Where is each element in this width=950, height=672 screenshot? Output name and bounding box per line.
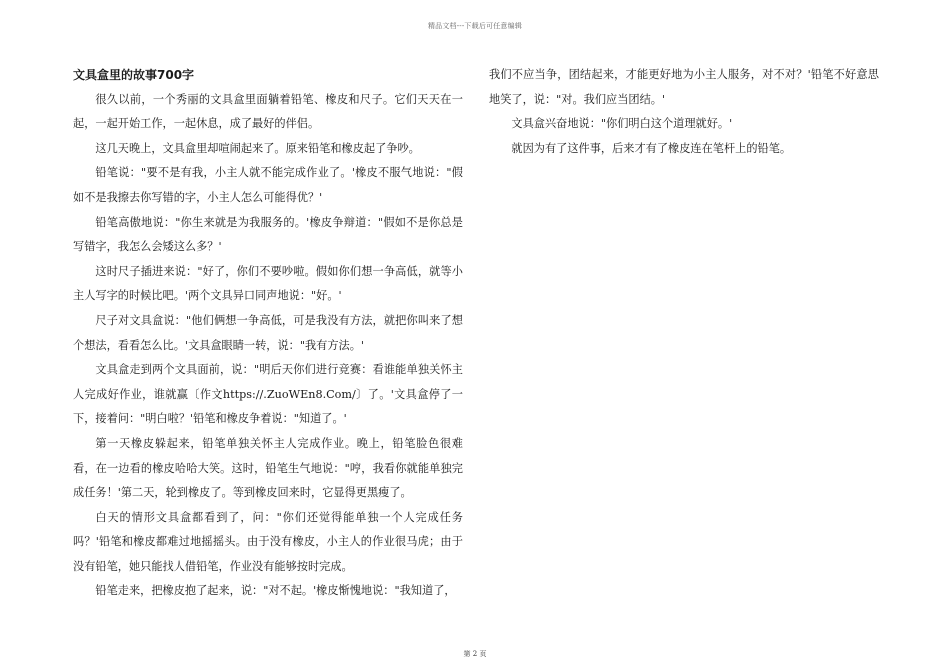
page-number: 第 2 页 [463, 650, 487, 658]
paragraph-8: 第一天橡皮躲起来，铅笔单独关怀主人完成作业。晚上，铅笔脸色很难看，在一边看的橡皮哈哈大笑。这时，铅笔生气地说："哼，我看你就能单独完成任务！'第二天，轮到橡皮了。等到橡皮回来时，它显得更黑瘦了。 [73, 436, 463, 500]
paragraph-12: 就因为有了这件事，后来才有了橡皮连在笔杆上的铅笔。 [511, 141, 792, 155]
paragraph-2: 这几天晚上，文具盒里却喧闹起来了。原来铅笔和橡皮起了争吵。 [95, 141, 420, 155]
paragraph-7: 文具盒走到两个文具面前，说："明后天你们进行竞赛：看谁能单独关怀主人完成好作业，谁就赢〔作文https://.ZuoWEn8.Com/〕了。'文具盒停了一下，接着问："明白啦？'铅笔和橡皮争着说："知道了。' [73, 363, 463, 426]
right-column [489, 63, 879, 161]
paragraph-4: 铅笔高傲地说："你生来就是为我服务的。'橡皮争辩道："假如不是你总是写错字，我怎么会矮这么多？' [73, 215, 463, 254]
paragraph-10-continuation: 我们不应当争，团结起来，才能更好地为小主人服务，对不对？'铅笔不好意思地笑了，说："对。我们应当团结。' [489, 68, 879, 106]
article-title: 文具盒里的故事700字 [73, 68, 195, 82]
left-column [73, 63, 463, 604]
paragraph-10: 铅笔走来，把橡皮抱了起来，说："对不起。'橡皮惭愧地说："我知道了， [95, 584, 456, 598]
paragraph-9: 白天的情形文具盒都看到了，问："你们还觉得能单独一个人完成任务吗？'铅笔和橡皮都难过地摇摇头。由于没有橡皮，小主人的作业很马虎；由于没有铅笔，她只能找人借铅笔，作业没有能够按时完成。 [73, 510, 463, 573]
paragraph-1: 很久以前，一个秀丽的文具盒里面躺着铅笔、橡皮和尺子。它们天天在一起，一起开始工作，一起休息，成了最好的伴侣。 [73, 92, 463, 131]
paragraph-3: 铅笔说："要不是有我，小主人就不能完成作业了。'橡皮不服气地说："假如不是我擦去你写错的字，小主人怎么可能得优？' [73, 166, 463, 204]
paragraph-11: 文具盒兴奋地说："你们明白这个道理就好。' [511, 117, 733, 131]
page-header: 精品文档---下载后可任意编辑 [427, 22, 523, 30]
paragraph-5: 这时尺子插进来说："好了，你们不要吵啦。假如你们想一争高低，就等小主人写字的时候比吧。'两个文具异口同声地说："好。' [73, 264, 463, 303]
paragraph-6: 尺子对文具盒说："他们俩想一争高低，可是我没有方法，就把你叫来了想个想法，看看怎么比。'文具盒眼睛一转，说："我有方法。' [73, 313, 463, 352]
